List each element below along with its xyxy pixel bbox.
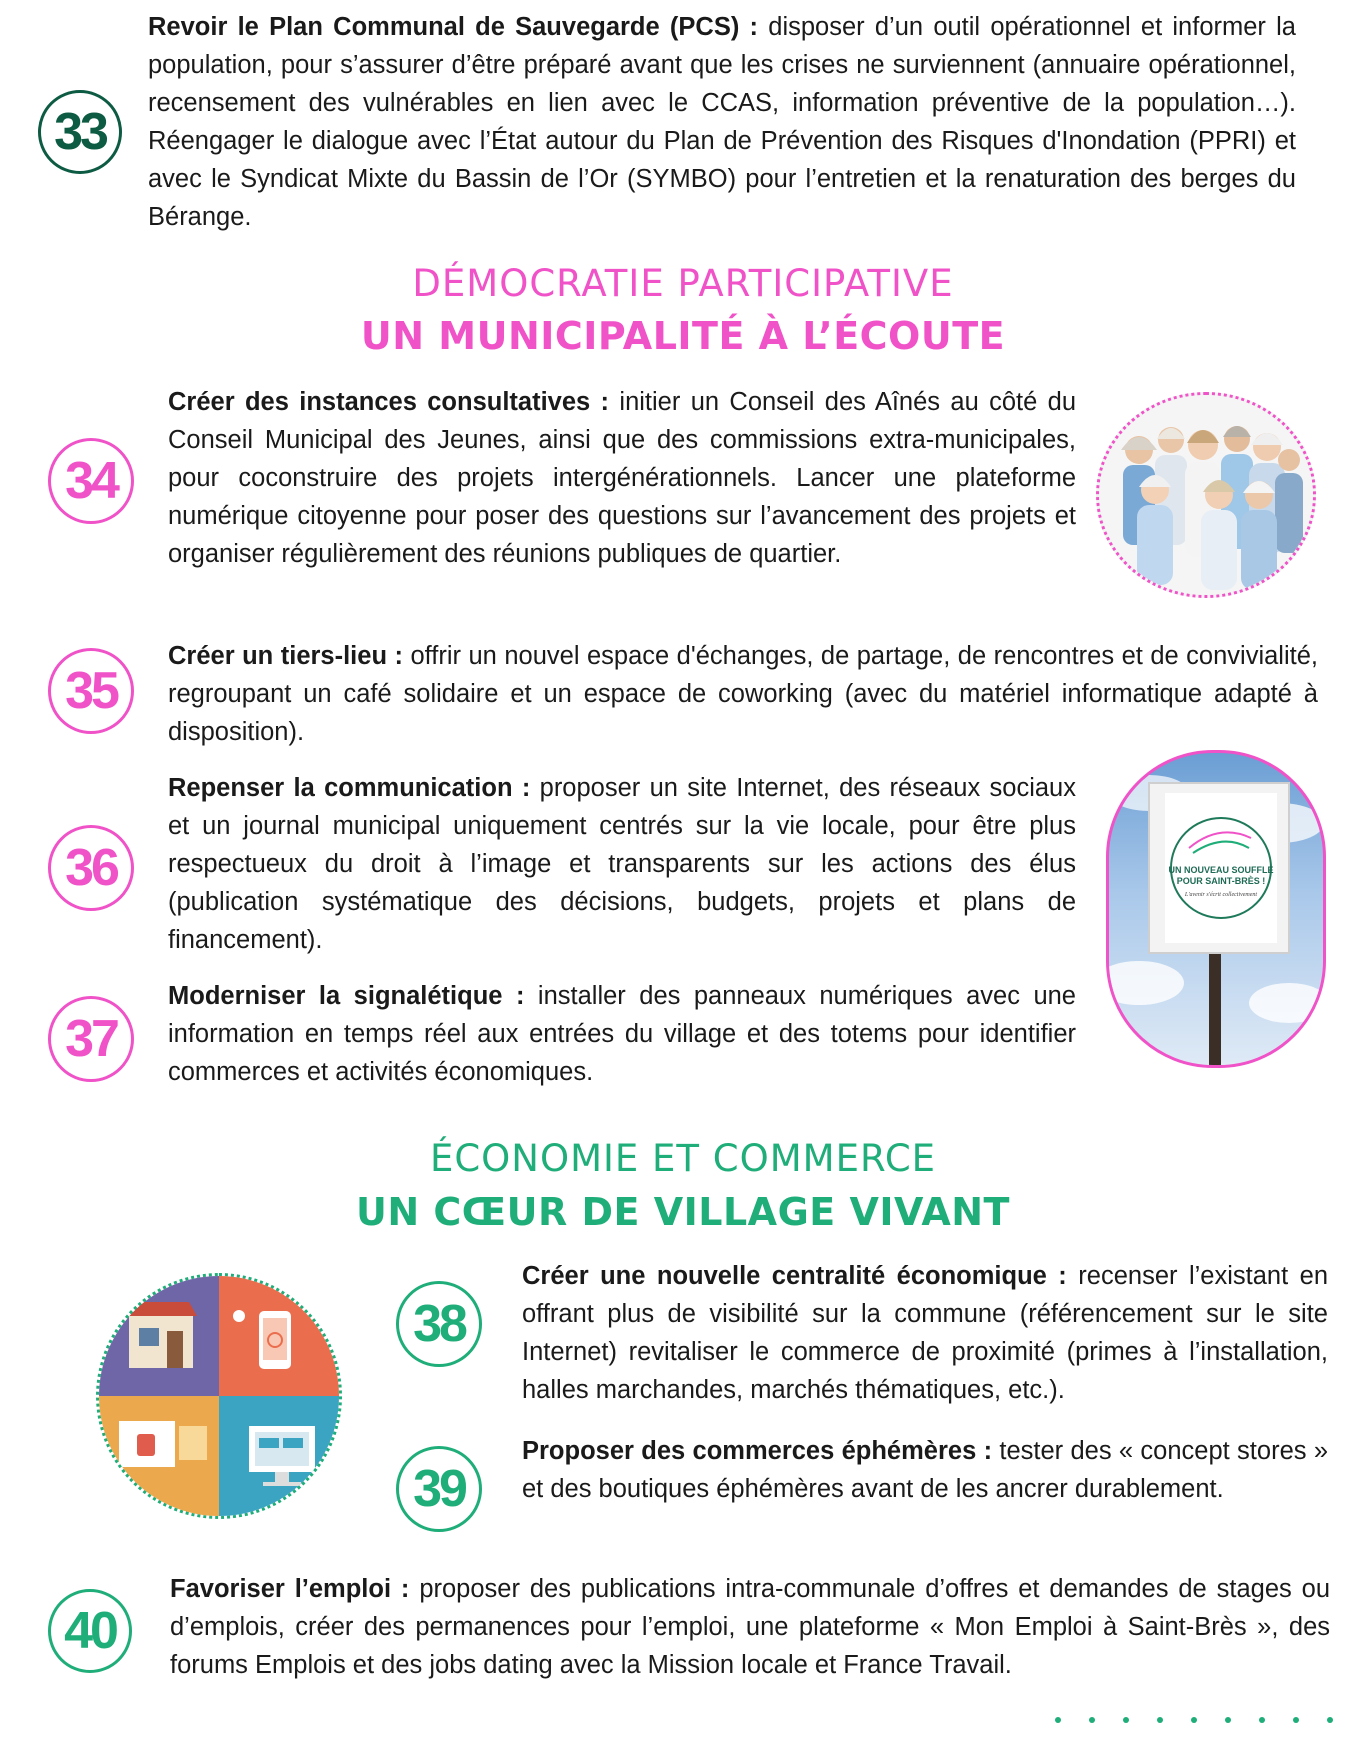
billboard-tagline: L'avenir s'écrit collectivement (1184, 892, 1258, 898)
decorative-dotted-line (1040, 1712, 1366, 1728)
section-subheading-economie: UN CŒUR DE VILLAGE VIVANT (356, 1190, 1010, 1234)
item-body: tester des « concept stores » et des boutiques éphémères avant de les ancrer durablement. (522, 1437, 1328, 1503)
item-number-badge (48, 648, 134, 734)
item-number: 38 (413, 1295, 465, 1353)
item-body: proposer des publications intra-communale d’offres et demandes de stages ou d’emplois, créer des permanences pour l’emploi, une plateforme « Mon Emploi à Saint-Brès », des forums Emplois et des jobs dating avec la Mission locale et France Travail. (170, 1575, 1330, 1679)
item-36-text (168, 769, 1076, 959)
seniors-illustration (1099, 395, 1313, 595)
billboard-line2: POUR SAINT-BRÈS ! (1176, 876, 1266, 886)
item-number-badge (396, 1446, 482, 1532)
item-number: 34 (65, 452, 117, 510)
item-body: disposer d’un outil opérationnel et informer la population, pour s’assurer d’être préparé avant que les crises ne surviennent (annuaire opérationnel, recensement des vulnérables en lien avec le CCAS, information préventive de la population…). Réengager le dialogue avec l’État autour du Plan de Prévention des Risques d'Inondation (PPRI) et avec le Syndicat Mixte du Bassin de l’Or (SYMBO) pour l’entretien et la renaturation des berges du Bérange. (148, 13, 1296, 231)
item-title: Créer des instances consultatives : (168, 388, 610, 416)
item-body: installer des panneaux numériques avec une information en temps réel aux entrées du village et des totems pour identifier commerces et activités économiques. (168, 982, 1076, 1086)
commerce-illustration (96, 1273, 342, 1519)
item-number-badge (396, 1281, 482, 1367)
item-number-badge (48, 825, 134, 911)
item-number-badge (38, 90, 122, 174)
item-number: 39 (413, 1460, 465, 1518)
item-number: 40 (64, 1602, 116, 1660)
item-title: Moderniser la signalétique : (168, 982, 525, 1010)
commerce-quadrants (99, 1276, 339, 1516)
section-heading-economie: ÉCONOMIE ET COMMERCE (429, 1137, 937, 1180)
seniors-group-photo (1096, 392, 1316, 598)
item-37-text (168, 977, 1076, 1091)
item-35-text (168, 637, 1318, 751)
item-number-badge (48, 996, 134, 1082)
section-subheading-democratie: UN MUNICIPALITÉ À L’ÉCOUTE (360, 314, 1006, 358)
item-title: Créer une nouvelle centralité économique : (522, 1262, 1067, 1290)
item-number: 37 (65, 1010, 117, 1068)
item-number-badge (48, 438, 134, 524)
billboard-photo (1106, 750, 1326, 1068)
item-33-text (148, 8, 1296, 236)
item-number-badge (48, 1589, 132, 1673)
item-number: 36 (65, 839, 117, 897)
billboard-illustration (1109, 753, 1323, 1065)
item-number: 35 (65, 662, 117, 720)
item-40-text (170, 1570, 1330, 1684)
billboard-line1: UN NOUVEAU SOUFFLE (1168, 865, 1274, 875)
item-body: offrir un nouvel espace d'échanges, de partage, de rencontres et de convivialité, regroupant un café solidaire et un espace de coworking (avec du matériel informatique adapté à disposition). (168, 642, 1318, 746)
item-38-text (522, 1257, 1328, 1409)
item-39-text (522, 1432, 1328, 1508)
item-body: proposer un site Internet, des réseaux sociaux et un journal municipal uniquement centrés sur la vie locale, pour être plus respectueux du droit à l’image et transparents sur les actions des élus (publication systématique des décisions, budgets, projets et plans de financement). (168, 774, 1076, 954)
section-heading-democratie: DÉMOCRATIE PARTICIPATIVE (412, 262, 954, 305)
item-title: Repenser la communication : (168, 774, 531, 802)
item-title: Créer un tiers-lieu : (168, 642, 403, 670)
item-title: Proposer des commerces éphémères : (522, 1437, 993, 1465)
item-title: Favoriser l’emploi : (170, 1575, 410, 1603)
item-body: recenser l’existant en offrant plus de visibilité sur la commune (référencement sur le site Internet) revitaliser le commerce de proximité (primes à l’installation, halles marchandes, marchés thématiques, etc.). (522, 1262, 1329, 1404)
item-title: Revoir le Plan Communal de Sauvegarde (PCS) : (148, 13, 759, 41)
item-number: 33 (54, 103, 106, 161)
item-34-text (168, 383, 1076, 573)
item-body: initier un Conseil des Aînés au côté du Conseil Municipal des Jeunes, ainsi que des commissions extra-municipales, pour coconstruire des projets intergénérationnels. Lancer une plateforme numérique citoyenne pour poser des questions sur l’avancement des projets et organiser régulièrement des réunions publiques de quartier. (168, 388, 1077, 568)
